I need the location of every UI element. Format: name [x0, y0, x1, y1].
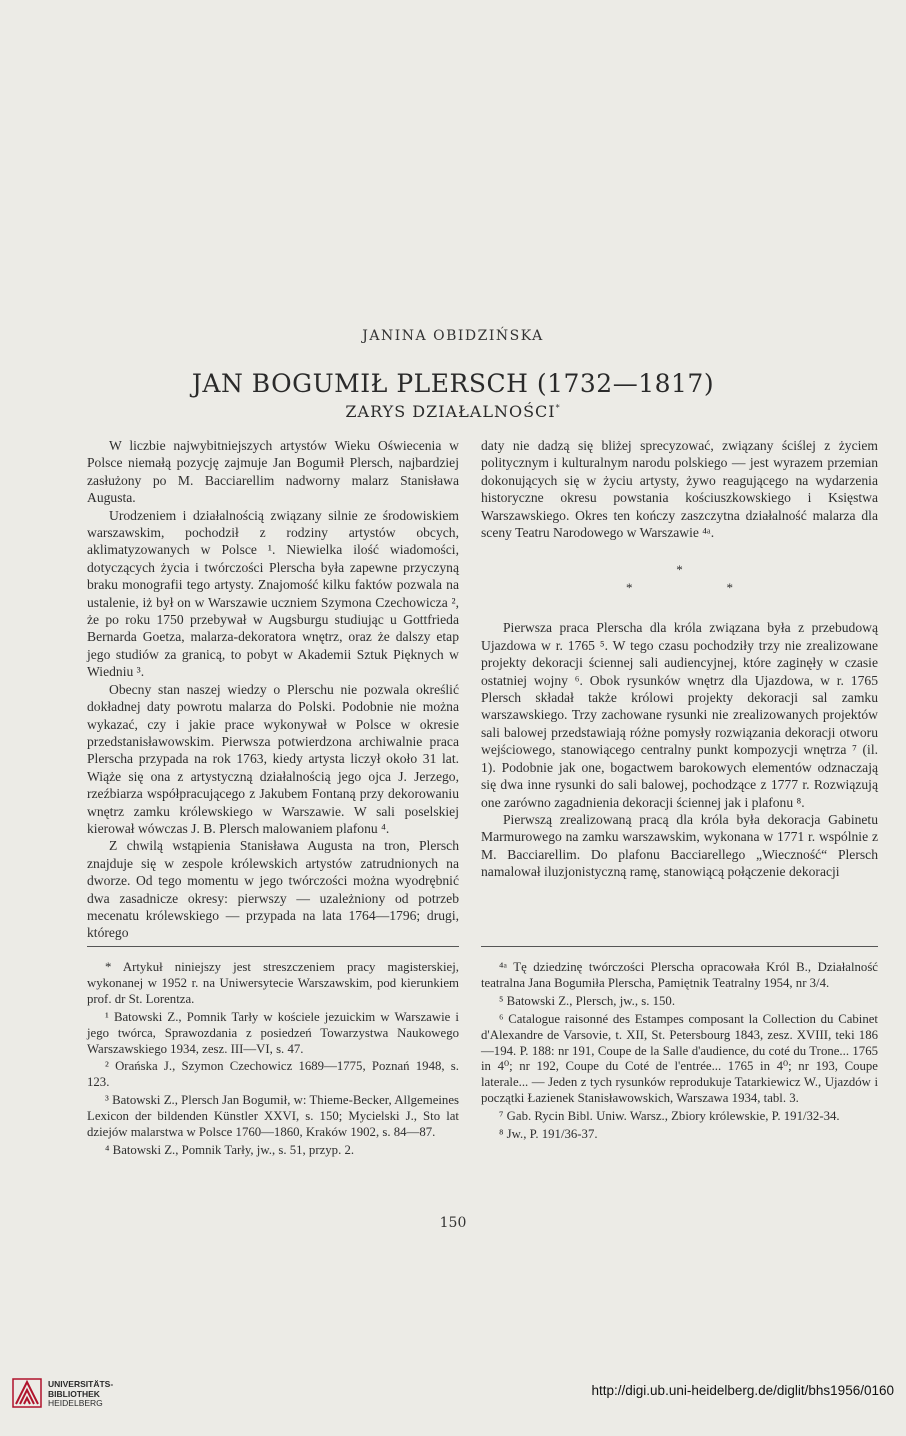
library-footer — [0, 1370, 906, 1410]
article-title: JAN BOGUMIŁ PLERSCH (1732—1817) — [191, 369, 715, 398]
right-column — [481, 437, 878, 881]
library-name-line1: UNIVERSITÄTS- — [48, 1379, 114, 1389]
footnote-rule-left — [87, 946, 459, 947]
article-subtitle — [0, 402, 906, 421]
asterisk-top: * — [676, 562, 683, 578]
paragraph: Pierwszą zrealizowaną pracą dla króla była dekoracja Gabinetu Marmurowego na zamku warszawskim, wykonana w 1771 r. wspólnie z M. Bacciarellim. Do plafonu Bacciarellego „Wieczność“ Plersch namalował iluzjonistyczną ramę, stanowiącą połączenie dekoracji — [481, 811, 878, 880]
section-separator — [481, 561, 878, 597]
footnote: ⁷ Gab. Rycin Bibl. Uniw. Warsz., Zbiory królewskie, P. 191/32-34. — [499, 1109, 840, 1124]
footnote: ⁴ᵃ Tę dziedzinę twórczości Plerscha opracowała Król B., Działalność teatralna Jana Bogumiła Plerscha, Pamiętnik Teatralny 1954, nr 3/4. — [481, 960, 878, 990]
footnote: * Artykuł niniejszy jest streszczeniem pracy magisterskiej, wykonanej w 1952 r. na Uniwersytecie Warszawskim, pod kierunkiem prof. dr St. Lorentza. — [87, 960, 459, 1006]
subtitle-text: ZARYS DZIAŁALNOŚCI — [345, 402, 556, 421]
footnotes-right — [481, 960, 878, 1145]
footnote: ⁶ Catalogue raisonné des Estampes composant la Collection du Cabinet d'Alexandre de Varsovie, t. XII, St. Petersbourg 1843, zesz. XVIII, teki 186—194. P. 188: nr 191, Coupe de la Salle d'audience, du coté du Trone... 1765 in 4⁰; nr 192, Coupe du Coté de l'entrée... 1765 in 4⁰; nr 193, Coupe laterale... — Jeden z tych rysunków reprodukuje Tatarkiewicz W., Ujazdów i początki Łazienek Stanisławowskich, Warszawa 1934, tabl. 3. — [481, 1011, 878, 1106]
library-name-line2: BIBLIOTHEK — [48, 1388, 100, 1399]
paragraph: Pierwsza praca Plerscha dla króla związana była z przebudową Ujazdowa w r. 1765 ⁵. W tego czasu pochodziły trzy nie zrealizowane projekty dekoracji ściennej sali audiencyjnej, które zaginęły w czasie ostatniej wojny ⁶. Obok rysunków wnętrz dla Ujazdowa, w r. 1765 Plersch składał także królowi projekty dekoracji sal zamku warszawskiego. Trzy zachowane rysunki nie zrealizowanych projektów sali balowej przedstawiają różne pomysły rozwiązania dekoracji otworu wejściowego, stanowiącego centralny punkt kompozycji wnętrza ⁷ (il. 1). Podobnie jak one, bogactwem barokowych elementów odznaczają się dwa inne rysunki do sali balowej, pochodzące z 1777 r. Rozwiązują one zarówno zagadnienia dekoracji ściennej jak i plafonu ⁸. — [481, 620, 878, 810]
footnote: ¹ Batowski Z., Pomnik Tarły w kościele jezuickim w Warszawie i jego twórca, Sprawozdania z posiedzeń Towarzystwa Naukowego Warszawskiego 1934, zesz. III—VI, s. 47. — [87, 1009, 459, 1056]
paragraph: daty nie dadzą się bliżej sprecyzować, związany ściślej z życiem politycznym i kulturalnym narodu polskiego — jest wyrazem przemian dokonujących się w życiu artysty, żywo reagującego na wydarzenia historyczne okresu powstania kościuszkowskiego i Księstwa Warszawskiego. Okres ten kończy zaszczytna działalność malarza dla sceny Teatru Narodowego w Warszawie ⁴ᵃ. — [481, 438, 878, 541]
source-url-link[interactable]: http://digi.ub.uni-heidelberg.de/diglit/bhs1956/0160 — [591, 1383, 894, 1398]
subtitle-footnote-mark: * — [555, 403, 561, 413]
author-name: JANINA OBIDZIŃSKA — [362, 328, 544, 344]
footnote: ⁵ Batowski Z., Plersch, jw., s. 150. — [499, 993, 676, 1008]
paragraph: W liczbie najwybitniejszych artystów Wieku Oświecenia w Polsce niemałą pozycję zajmuje Jan Bogumił Plersch, najbardziej zasłużony po M. Bacciarellim nadworny malarz Stanisława Augusta. — [87, 438, 459, 506]
asterisk-left: * — [626, 580, 633, 596]
footnotes-left — [87, 960, 459, 1161]
library-name-line3: HEIDELBERG — [48, 1398, 103, 1408]
library-logo-icon[interactable] — [12, 1378, 42, 1408]
footnote: ³ Batowski Z., Plersch Jan Bogumił, w: Thieme-Becker, Allgemeines Lexicon der bildenden Künstler XXVI, s. 150; Mycielski J., Sto lat dziejów malarstwa w Polsce 1760—1860, Kraków 1902, s. 84—87. — [87, 1093, 459, 1140]
paragraph: Urodzeniem i działalnością związany silnie ze środowiskiem warszawskim, pochodził z rodziny artystów obcych, aklimatyzowanych w Polsce ¹. Niewielka ilość wiadomości, dotyczących życia i twórczości Plerscha była zapewne przyczyną braku monografii tego artysty. Znajomość kilku faktów pozwala na ustalenie, iż był on w Warszawie uczniem Szymona Czechowicza ², że po roku 1750 przebywał w Augsburgu studiując u Gottfrieda Bernarda Goetza, malarza-dekoratora wnętrz, oraz że dalszy etap jego studiów za granicą, to pobyt w Akademii Sztuk Pięknych w Wiedniu ³. — [87, 507, 459, 680]
left-column — [87, 437, 459, 942]
asterisk-right: * — [726, 580, 733, 596]
paragraph: Obecny stan naszej wiedzy o Plerschu nie pozwala określić dokładnej daty powrotu malarza do Polski. Podobnie nie można wykazać, czy i jakie prace wykonywał w Polsce w okresie przedstanisławowskim. Pierwsza potwierdzona archiwalnie praca Plerscha przypada na rok 1763, kiedy artysta liczył około 31 lat. Wiąże się ona z artystyczną działalnością jego ojca J. Jerzego, rzeźbiarza współpracującego z Jakubem Fontaną przy dekorowaniu wnętrz zamku królewskiego w Warszawie. W sali poselskiej kierował wówczas J. B. Plersch malowaniem plafonu ⁴. — [87, 681, 459, 836]
library-name[interactable] — [48, 1380, 113, 1409]
footnote-rule-right — [481, 946, 878, 947]
footnote: ² Orańska J., Szymon Czechowicz 1689—1775, Poznań 1948, s. 123. — [87, 1059, 459, 1090]
page-number: 150 — [439, 1215, 467, 1231]
paragraph: Z chwilą wstąpienia Stanisława Augusta na tron, Plersch znajduje się w zespole królewskich artystów zatrudnionych na dworze. Od tego momentu w jego twórczości można wyodrębnić dwa zasadnicze okresy: pierwszy — uzależniony od potrzeb mecenatu królewskiego — przypada na lata 1764—1796; drugi, którego — [87, 838, 459, 941]
footnote: ⁸ Jw., P. 191/36-37. — [499, 1127, 598, 1142]
footnote: ⁴ Batowski Z., Pomnik Tarły, jw., s. 51, przyp. 2. — [105, 1142, 355, 1157]
